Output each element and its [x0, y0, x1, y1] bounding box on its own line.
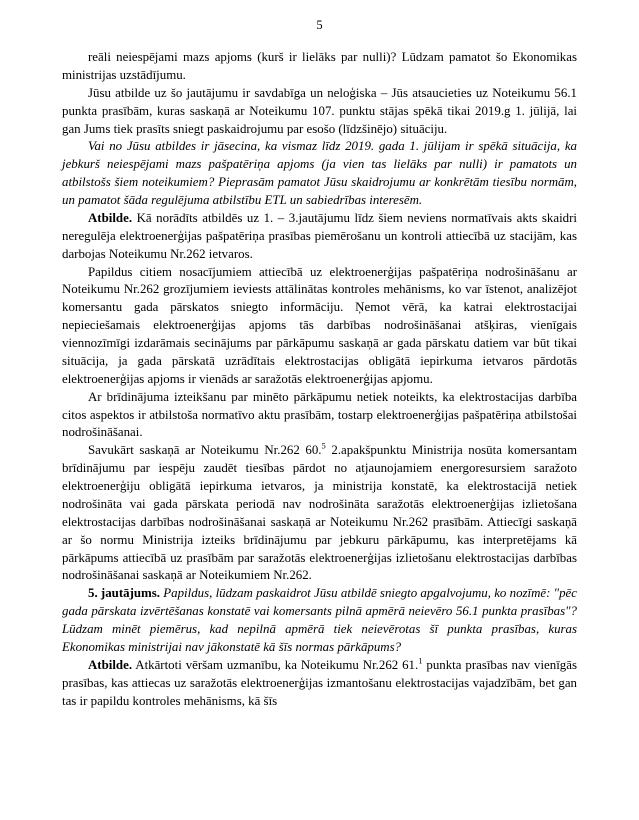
paragraph-2-text: Jūsu atbilde uz šo jautājumu ir savdabīga un neloģiska – Jūs atsaucieties uz Noteikumu 56.1 punkta prasībām, kuras saskaņā ar Noteikumu 107. punktu stājas spēkā tikai 2019.g 1. jūlijā, lai gan Jums tiek prasīts sniegt paskaidrojumu par esošo (līdzšinējo) situāciju. [62, 85, 577, 136]
paragraph-4-answer [62, 210, 577, 264]
paragraph-7-text: Savukārt saskaņā ar Noteikumu Nr.262 60.$^5$ 2.apakšpunktu Ministrija nosūta komersantam brīdinājumu par iespēju zaudēt tiesības pārdot no atjaunojamiem energoresursiem saražoto elektroenerģiju obligātā iepirkuma ietvaros, ja ministrija konstatē, ka elektrostacijā netiek nodrošināta vai gada pārskata periodā nav nodrošināta saražotās elektroenerģijas izlietošana elektrostacijas darbības nodrošināšanai saskaņā ar Noteikumu Nr.262 prasībām. Attiecīgi saskaņā ar šo normu Ministrija izteiks brīdinājumu par jebkuru pārkāpumu, kas interpretējams kā pārkāpums attiecībā uz prasībām par saražotās elektroenerģijas izlietošanu elektrostacijas darbības nodrošināšanai saskaņā ar Noteikumiem Nr.262. [62, 440, 577, 583]
paragraph-9-text: Atkārtoti vēršam uzmanību, ka Noteikumu Nr.262 61.$^1$ punkta prasības nav vienīgās prasības, kas attiecas uz saražotās elektroenerģijas izmantošanu elektrostacijas vajadzībām, bet gan tas ir papildu kontroles mehānisms, kā šīs [62, 655, 577, 708]
document-body [62, 49, 577, 710]
paragraph-4-text: Kā norādīts atbildēs uz 1. – 3.jautājumu līdz šiem neviens normatīvais akts skaidri neregulēja elektroenerģijas pašpatēriņa prasības piemērošanu un kontroli attiecībā uz stacijām, kas darbojas Noteikumu Nr.262 ietvaros. [62, 210, 577, 261]
answer-label-2: Atbilde. [88, 657, 133, 672]
paragraph-8-text: Papildus, lūdzam paskaidrot Jūsu atbildē sniegto apgalvojumu, ko nozīmē: "pēc gada pārskata izvērtēšanas konstatē vai komersants pilnā apmērā neievēro 56.1 punkta prasības"? Lūdzam minēt piemērus, kad nepilnā apmērā tiek neievērotas šī punkta prasības, kuras Ekonomikas ministrijai nav jākonstatē kā šīs normas pārkāpums? [62, 586, 577, 654]
paragraph-3-quoted-question [62, 138, 577, 210]
page-number: 5 [316, 18, 323, 32]
paragraph-2 [62, 85, 577, 139]
answer-label-1: Atbilde. [88, 210, 133, 225]
paragraph-5 [62, 264, 577, 389]
paragraph-6 [62, 389, 577, 443]
paragraph-9-answer [62, 657, 577, 711]
question-label-5: 5. jautājums. [88, 586, 161, 601]
paragraph-1-text: reāli neiespējami mazs apjoms (kurš ir lielāks par nulli)? Lūdzam pamatot šo Ekonomikas ministrijas uzstādījumu. [62, 50, 577, 82]
paragraph-3-text: Vai no Jūsu atbildes ir jāsecina, ka vismaz līdz 2019. gada 1. jūlijam ir spēkā situācija, ka jebkurš neiespējami mazs pašpatēriņa apjoms (ja vien tas lielāks par nulli) ir pamatots un atbilstošs šiem noteikumiem? Pieprasām pamatot Jūsu skaidrojumu ar konkrētām tiesību normām, un pamatot šāda regulējuma atbilstību ETL un sabiedrības interesēm. [62, 139, 577, 207]
paragraph-1 [62, 49, 577, 85]
paragraph-8-question-5 [62, 585, 577, 657]
paragraph-5-text: Papildus citiem nosacījumiem attiecībā uz elektroenerģijas pašpatēriņa nodrošināšanu ar Noteikumu Nr.262 grozījumiem ieviests attālinātas kontroles mehānisms, ko var īstenot, analizējot komersantu gada pārskatos sniegto informāciju. Ņemot vērā, ka katrai elektrostacijai nepieciešamais elektroenerģijas apjoms tās darbības nodrošināšanai atšķiras, vienīgais viennozīmīgi izdarāmais secinājums par pārkāpumu saskaņā ar gada pārskatu datiem var būt tikai situācija, ja gada pārskatā uzrādītais elektrostacijas obligātā iepirkuma ietvaros pārdotās elektroenerģijas apjoms ir vienāds ar saražotās elektroenerģijas apjomu. [62, 264, 577, 386]
paragraph-7 [62, 442, 577, 585]
paragraph-6-text: Ar brīdinājuma izteikšanu par minēto pārkāpumu netiek noteikts, ka elektrostacijas darbība citos aspektos ir atbilstoša normatīvo aktu prasībām, tostarp elektroenerģijas pašpatēriņa atbilstošai nodrošināšanai. [62, 389, 577, 440]
